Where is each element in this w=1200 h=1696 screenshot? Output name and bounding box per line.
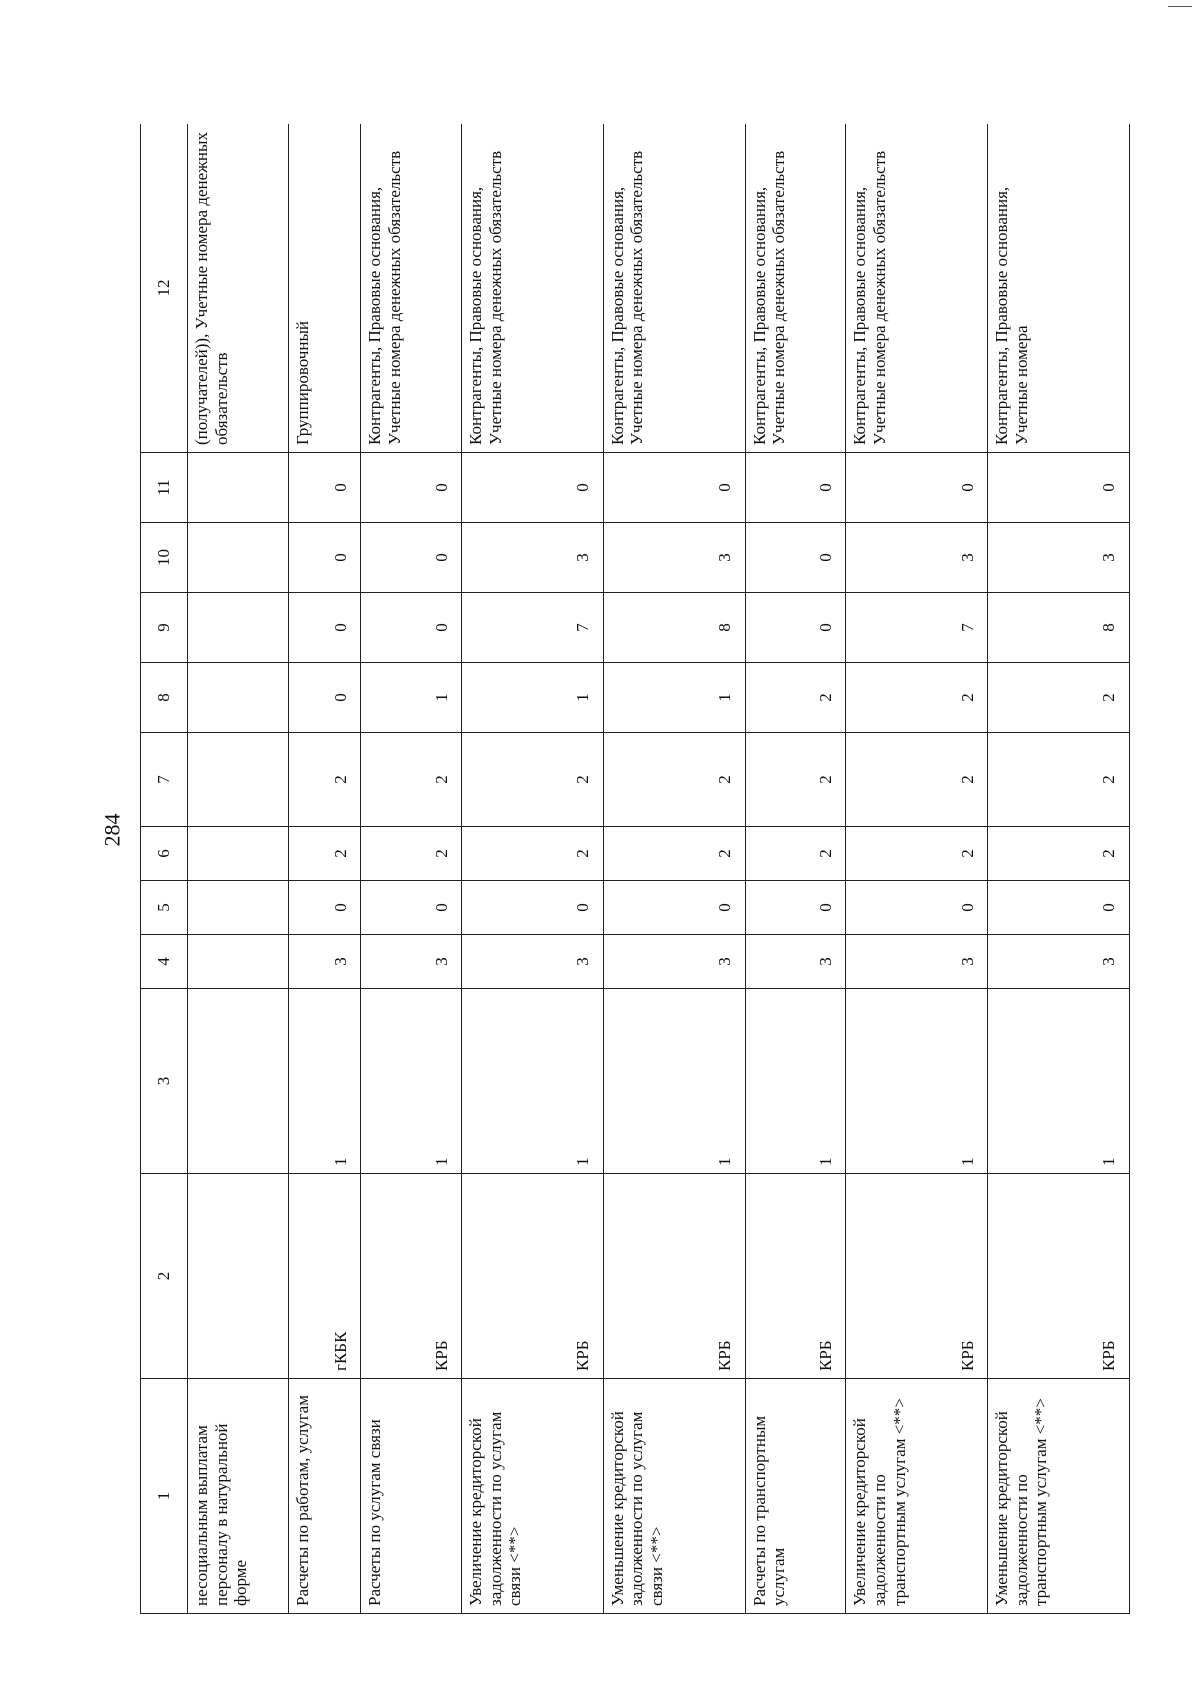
corner-mark [1168, 6, 1192, 7]
digit-cell: 0 [846, 453, 988, 523]
account-name-cell: несоциальным выплатам персоналу в натуральной форме [188, 1379, 289, 1614]
digit-cell: 0 [745, 881, 846, 935]
digit-cell: 2 [289, 827, 361, 881]
table-row [462, 124, 604, 1614]
header-col-7: 7 [141, 733, 188, 827]
digit-cell: 0 [745, 453, 846, 523]
digit-cell: 0 [745, 593, 846, 663]
header-col-2: 2 [141, 1174, 188, 1379]
kbk-type-cell: КРБ [846, 1174, 988, 1379]
digit-cell: 2 [846, 733, 988, 827]
empty-cell [188, 881, 289, 935]
kbk-type-cell: КРБ [745, 1174, 846, 1379]
rotated-table-frame [140, 124, 1130, 1614]
page-number [92, 800, 132, 860]
accounts-table [140, 124, 1130, 1614]
analytics-cell: Контрагенты, Правовые основания, Учетные номера денежных обязательств [603, 124, 745, 453]
kbk-type-cell: КРБ [988, 1174, 1130, 1379]
digit-cell: 2 [603, 827, 745, 881]
digit-cell: 2 [745, 827, 846, 881]
digit-cell: 7 [462, 593, 604, 663]
digit-cell: 3 [462, 523, 604, 593]
digit-cell: 2 [603, 733, 745, 827]
table-row [603, 124, 745, 1614]
digit-cell: 0 [603, 881, 745, 935]
account-name-cell: Расчеты по услугам связи [361, 1379, 462, 1614]
empty-cell [188, 663, 289, 733]
continuation-row [188, 124, 289, 1614]
digit-cell: 0 [988, 881, 1130, 935]
analytics-cell: (получателей)), Учетные номера денежных обязательств [188, 124, 289, 453]
digit-cell: 1 [462, 663, 604, 733]
header-row [141, 124, 188, 1614]
analytics-cell: Контрагенты, Правовые основания, Учетные номера денежных обязательств [361, 124, 462, 453]
table-container [140, 124, 1130, 1614]
account-name-cell: Уменьшение кредиторской задолженности по транспортным услугам <**> [988, 1379, 1130, 1614]
digit-cell: 0 [462, 881, 604, 935]
digit-cell: 0 [289, 593, 361, 663]
page-number-text: 284 [99, 813, 124, 847]
digit-cell: 2 [289, 733, 361, 827]
table-row [289, 124, 361, 1614]
digit-cell: 3 [846, 523, 988, 593]
kbk-type-cell: КРБ [462, 1174, 604, 1379]
code-cell: 1 [846, 989, 988, 1174]
digit-cell: 3 [988, 935, 1130, 989]
account-name-cell: Расчеты по транспортным услугам [745, 1379, 846, 1614]
empty-cell [188, 989, 289, 1174]
digit-cell: 2 [988, 663, 1130, 733]
header-col-9: 9 [141, 593, 188, 663]
empty-cell [188, 593, 289, 663]
digit-cell: 2 [846, 827, 988, 881]
digit-cell: 8 [603, 593, 745, 663]
digit-cell: 3 [361, 935, 462, 989]
digit-cell: 0 [745, 523, 846, 593]
code-cell: 1 [603, 989, 745, 1174]
digit-cell: 2 [988, 827, 1130, 881]
header-col-11: 11 [141, 453, 188, 523]
code-cell: 1 [462, 989, 604, 1174]
code-cell: 1 [361, 989, 462, 1174]
digit-cell: 0 [361, 593, 462, 663]
digit-cell: 0 [289, 881, 361, 935]
digit-cell: 2 [462, 733, 604, 827]
header-col-1: 1 [141, 1379, 188, 1614]
account-name-cell: Расчеты по работам, услугам [289, 1379, 361, 1614]
header-col-10: 10 [141, 523, 188, 593]
empty-cell [188, 827, 289, 881]
digit-cell: 8 [988, 593, 1130, 663]
kbk-type-cell: КРБ [361, 1174, 462, 1379]
digit-cell: 0 [846, 881, 988, 935]
digit-cell: 2 [846, 663, 988, 733]
header-col-3: 3 [141, 989, 188, 1174]
digit-cell: 0 [603, 453, 745, 523]
header-col-4: 4 [141, 935, 188, 989]
kbk-type-cell: гКБК [289, 1174, 361, 1379]
digit-cell: 2 [361, 827, 462, 881]
digit-cell: 3 [745, 935, 846, 989]
digit-cell: 0 [361, 453, 462, 523]
table-row [846, 124, 988, 1614]
digit-cell: 2 [988, 733, 1130, 827]
analytics-cell: Контрагенты, Правовые основания, Учетные номера денежных обязательств [846, 124, 988, 453]
empty-cell [188, 523, 289, 593]
code-cell: 1 [988, 989, 1130, 1174]
empty-cell [188, 935, 289, 989]
digit-cell: 3 [462, 935, 604, 989]
digit-cell: 1 [361, 663, 462, 733]
digit-cell: 3 [846, 935, 988, 989]
digit-cell: 0 [289, 523, 361, 593]
empty-cell [188, 1174, 289, 1379]
code-cell: 1 [289, 989, 361, 1174]
account-name-cell: Увеличение кредиторской задолженности по услугам связи <**> [462, 1379, 604, 1614]
kbk-type-cell: КРБ [603, 1174, 745, 1379]
code-cell: 1 [745, 989, 846, 1174]
digit-cell: 2 [462, 827, 604, 881]
digit-cell: 0 [361, 523, 462, 593]
digit-cell: 3 [988, 523, 1130, 593]
digit-cell: 3 [289, 935, 361, 989]
header-col-12: 12 [141, 124, 188, 453]
digit-cell: 2 [745, 663, 846, 733]
digit-cell: 2 [745, 733, 846, 827]
analytics-cell: Группировочный [289, 124, 361, 453]
table-row [988, 124, 1130, 1614]
digit-cell: 2 [361, 733, 462, 827]
digit-cell: 1 [603, 663, 745, 733]
table-row [745, 124, 846, 1614]
digit-cell: 3 [603, 935, 745, 989]
empty-cell [188, 453, 289, 523]
digit-cell: 0 [988, 453, 1130, 523]
header-col-8: 8 [141, 663, 188, 733]
header-col-5: 5 [141, 881, 188, 935]
digit-cell: 7 [846, 593, 988, 663]
digit-cell: 0 [462, 453, 604, 523]
analytics-cell: Контрагенты, Правовые основания, Учетные номера денежных обязательств [745, 124, 846, 453]
analytics-cell: Контрагенты, Правовые основания, Учетные номера денежных обязательств [462, 124, 604, 453]
account-name-cell: Увеличение кредиторской задолженности по транспортным услугам <**> [846, 1379, 988, 1614]
account-name-cell: Уменьшение кредиторской задолженности по услугам связи <**> [603, 1379, 745, 1614]
empty-cell [188, 733, 289, 827]
header-col-6: 6 [141, 827, 188, 881]
digit-cell: 3 [603, 523, 745, 593]
table-row [361, 124, 462, 1614]
digit-cell: 0 [289, 453, 361, 523]
analytics-cell: Контрагенты, Правовые основания, Учетные номера [988, 124, 1130, 453]
digit-cell: 0 [289, 663, 361, 733]
digit-cell: 0 [361, 881, 462, 935]
